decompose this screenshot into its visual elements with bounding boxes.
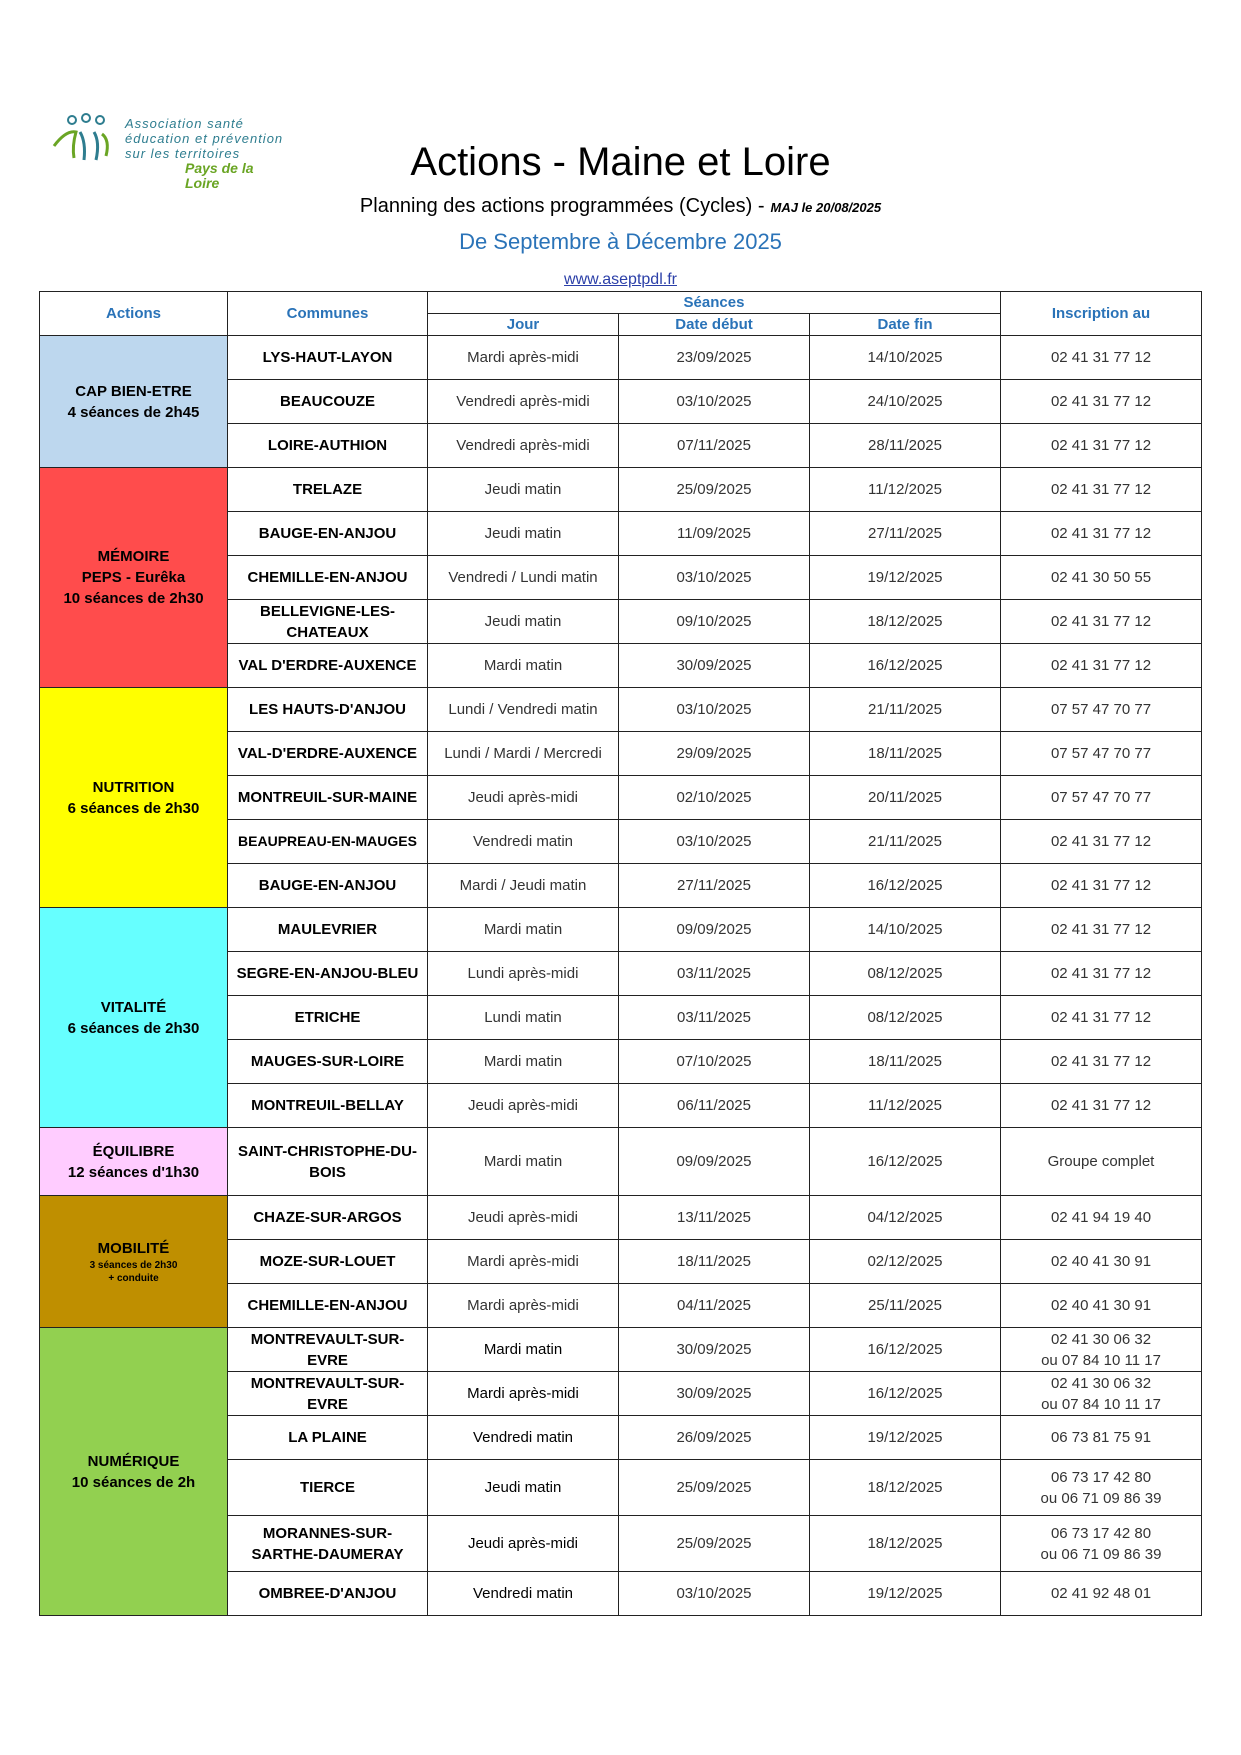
table-row: VAL D'ERDRE-AUXENCE Mardi matin 30/09/2025 16/12/2025 02 41 31 77 12 (40, 644, 1202, 688)
table-row: OMBREE-D'ANJOU Vendredi matin 03/10/2025 19/12/2025 02 41 92 48 01 (40, 1572, 1202, 1616)
table-row: BEAUCOUZE Vendredi après-midi 03/10/2025 24/10/2025 02 41 31 77 12 (40, 380, 1202, 424)
table-row: MONTREUIL-BELLAY Jeudi après-midi 06/11/2025 11/12/2025 02 41 31 77 12 (40, 1084, 1202, 1128)
header-inscription: Inscription au (1001, 292, 1202, 336)
update-date: MAJ le 20/08/2025 (770, 200, 882, 215)
action-nutrition: NUTRITION 6 séances de 2h30 (40, 688, 228, 908)
table-row: NUMÉRIQUE 10 séances de 2h MONTREVAULT-SUR-EVRE Mardi matin 30/09/2025 16/12/2025 02 41 30 06 32 ou 07 84 10 11 17 (40, 1328, 1202, 1372)
action-mobilite: MOBILITÉ 3 séances de 2h30 + conduite (40, 1196, 228, 1328)
table-row: TIERCE Jeudi matin 25/09/2025 18/12/2025 06 73 17 42 80 ou 06 71 09 86 39 (40, 1460, 1202, 1516)
page-subtitle: Planning des actions programmées (Cycles) - MAJ le 20/08/2025 (359, 195, 882, 217)
table-row: BAUGE-EN-ANJOU Mardi / Jeudi matin 27/11/2025 16/12/2025 02 41 31 77 12 (40, 864, 1202, 908)
table-row: CHEMILLE-EN-ANJOU Vendredi / Lundi matin 03/10/2025 19/12/2025 02 41 30 50 55 (40, 556, 1202, 600)
table-row: MÉMOIRE PEPS - Eurêka 10 séances de 2h30 TRELAZE Jeudi matin 25/09/2025 11/12/2025 02 41 31 77 12 (40, 468, 1202, 512)
header-seances: Séances (428, 292, 1001, 314)
header-date-fin: Date fin (810, 314, 1001, 336)
table-row: BAUGE-EN-ANJOU Jeudi matin 11/09/2025 27/11/2025 02 41 31 77 12 (40, 512, 1202, 556)
header-date-debut: Date début (619, 314, 810, 336)
table-row: MONTREUIL-SUR-MAINE Jeudi après-midi 02/10/2025 20/11/2025 07 57 47 70 77 (40, 776, 1202, 820)
table-row: VAL-D'ERDRE-AUXENCE Lundi / Mardi / Mercredi 29/09/2025 18/11/2025 07 57 47 70 77 (40, 732, 1202, 776)
table-row: ÉQUILIBRE 12 séances d'1h30 SAINT-CHRISTOPHE-DU-BOIS Mardi matin 09/09/2025 16/12/2025 Groupe complet (40, 1128, 1202, 1196)
table-row: ETRICHE Lundi matin 03/11/2025 08/12/2025 02 41 31 77 12 (40, 996, 1202, 1040)
action-memoire: MÉMOIRE PEPS - Eurêka 10 séances de 2h30 (40, 468, 228, 688)
action-numerique: NUMÉRIQUE 10 séances de 2h (40, 1328, 228, 1616)
table-row: SEGRE-EN-ANJOU-BLEU Lundi après-midi 03/11/2025 08/12/2025 02 41 31 77 12 (40, 952, 1202, 996)
table-row: LA PLAINE Vendredi matin 26/09/2025 19/12/2025 06 73 81 75 91 (40, 1416, 1202, 1460)
table-row: MOBILITÉ 3 séances de 2h30 + conduite CHAZE-SUR-ARGOS Jeudi après-midi 13/11/2025 04/12/2025 02 41 94 19 40 (40, 1196, 1202, 1240)
logo-text: Association santé éducation et prévention sur les territoires Pays de la Loire (125, 116, 284, 191)
header-actions: Actions (40, 292, 228, 336)
header-jour: Jour (428, 314, 619, 336)
table-row: MAUGES-SUR-LOIRE Mardi matin 07/10/2025 18/11/2025 02 41 31 77 12 (40, 1040, 1202, 1084)
table-row: NUTRITION 6 séances de 2h30 LES HAUTS-D'ANJOU Lundi / Vendredi matin 03/10/2025 21/11/2025 07 57 47 70 77 (40, 688, 1202, 732)
table-row: MORANNES-SUR-SARTHE-DAUMERAY Jeudi après-midi 25/09/2025 18/12/2025 06 73 17 42 80 ou 06 71 09 86 39 (40, 1516, 1202, 1572)
header-communes: Communes (228, 292, 428, 336)
website (0, 270, 1241, 290)
table-row: LOIRE-AUTHION Vendredi après-midi 07/11/2025 28/11/2025 02 41 31 77 12 (40, 424, 1202, 468)
page-title: Actions - Maine et Loire (410, 140, 831, 184)
table-row: MONTREVAULT-SUR-EVRE Mardi après-midi 30/09/2025 16/12/2025 02 41 30 06 32 ou 07 84 10 11 17 (40, 1372, 1202, 1416)
planning-table (39, 291, 1202, 1616)
table-row: BEAUPREAU-EN-MAUGES Vendredi matin 03/10/2025 21/11/2025 02 41 31 77 12 (40, 820, 1202, 864)
action-vitalite: VITALITÉ 6 séances de 2h30 (40, 908, 228, 1128)
table-row: CHEMILLE-EN-ANJOU Mardi après-midi 04/11/2025 25/11/2025 02 40 41 30 91 (40, 1284, 1202, 1328)
action-cap-bien-etre: CAP BIEN-ETRE 4 séances de 2h45 (40, 336, 228, 468)
table-row: BELLEVIGNE-LES-CHATEAUX Jeudi matin 09/10/2025 18/12/2025 02 41 31 77 12 (40, 600, 1202, 644)
action-equilibre: ÉQUILIBRE 12 séances d'1h30 (40, 1128, 228, 1196)
table-row: CAP BIEN-ETRE 4 séances de 2h45 LYS-HAUT-LAYON Mardi après-midi 23/09/2025 14/10/2025 02 41 31 77 12 (40, 336, 1202, 380)
table-row: VITALITÉ 6 séances de 2h30 MAULEVRIER Mardi matin 09/09/2025 14/10/2025 02 41 31 77 12 (40, 908, 1202, 952)
table-row: MOZE-SUR-LOUET Mardi après-midi 18/11/2025 02/12/2025 02 40 41 30 91 (40, 1240, 1202, 1284)
website-link[interactable]: www.aseptpdl.fr (564, 271, 677, 288)
period-title: De Septembre à Décembre 2025 (459, 229, 782, 254)
